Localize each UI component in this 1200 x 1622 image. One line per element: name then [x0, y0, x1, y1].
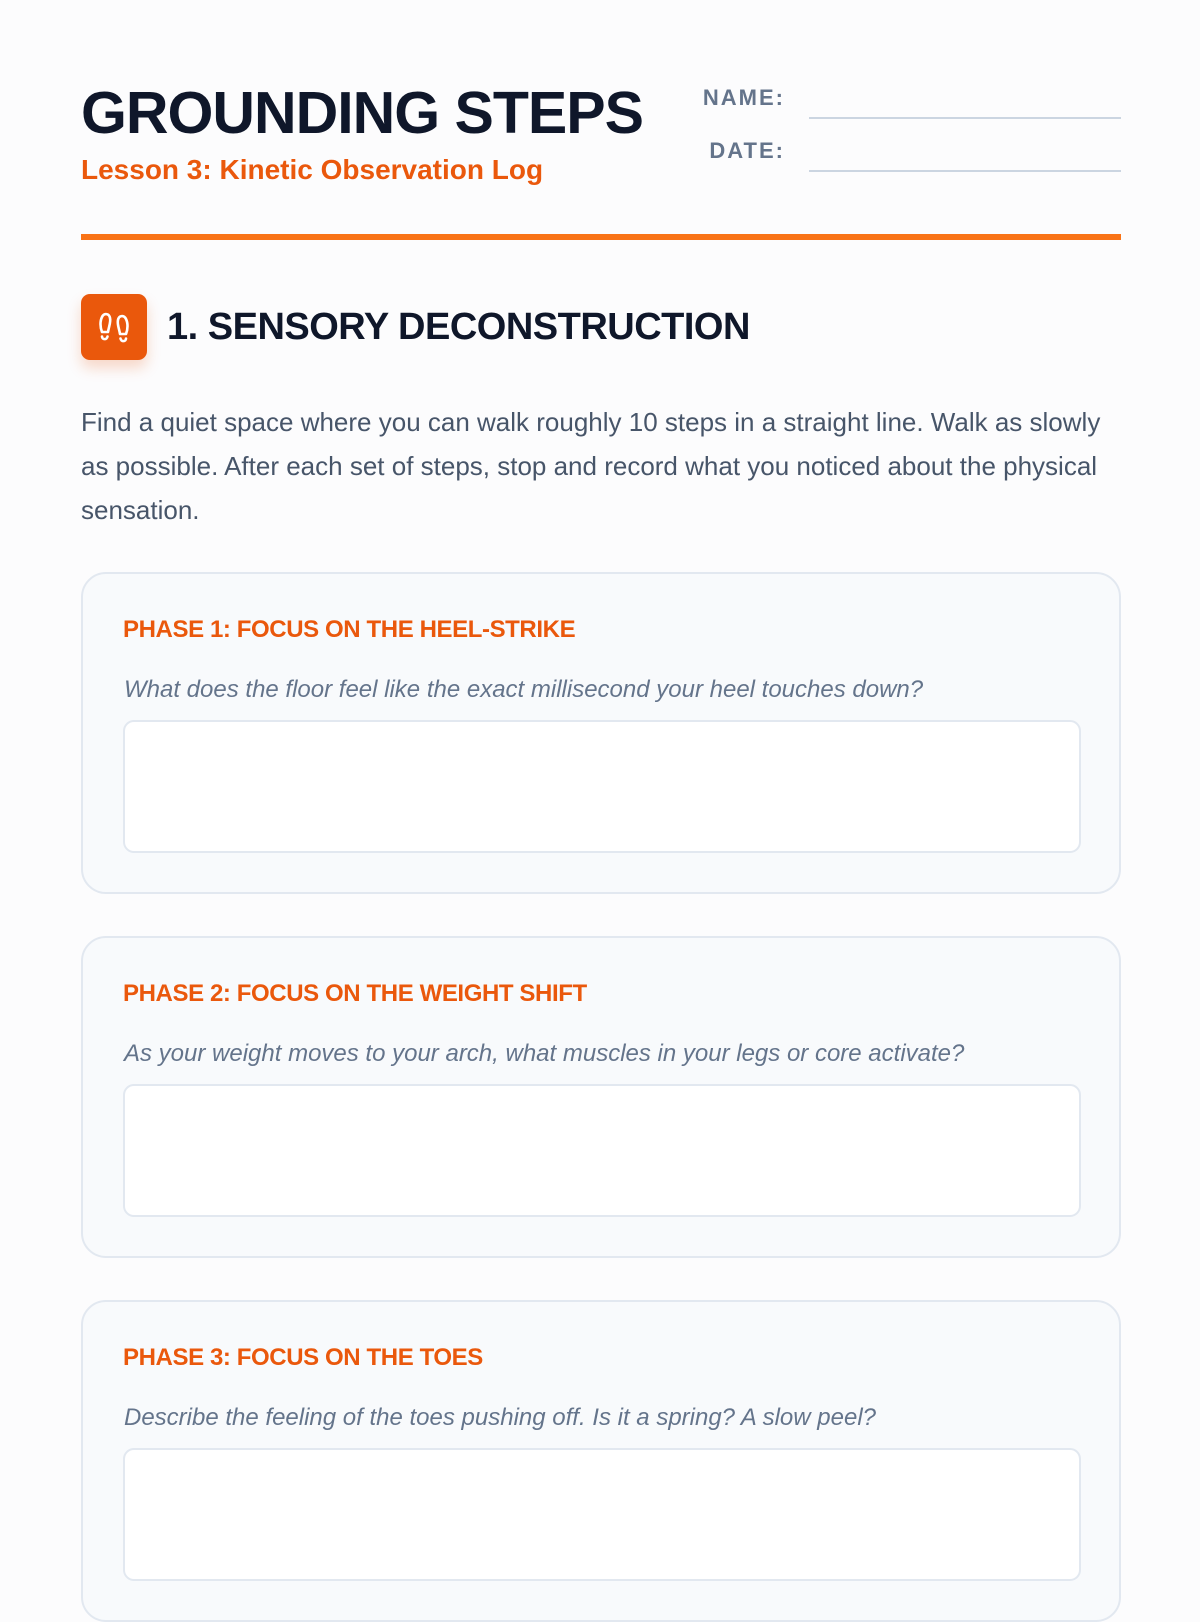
worksheet-header — [81, 0, 1121, 242]
footprints-icon — [81, 294, 147, 360]
phase-2-answer-field[interactable] — [123, 1084, 1081, 1217]
name-field[interactable] — [809, 117, 1121, 119]
name-field-row — [689, 82, 1121, 122]
phase-card — [81, 572, 1121, 894]
phase-prompt: As your weight moves to your arch, what muscles in your legs or core activate? — [124, 1040, 965, 1067]
phase-title: PHASE 3: FOCUS ON THE TOES — [123, 1344, 483, 1371]
section-heading — [81, 294, 1121, 360]
section-title: 1. SENSORY DECONSTRUCTION — [167, 306, 750, 348]
name-label: NAME: — [702, 85, 785, 110]
worksheet-title: GROUNDING STEPS — [81, 80, 643, 146]
phase-title: PHASE 2: FOCUS ON THE WEIGHT SHIFT — [123, 980, 587, 1007]
phase-prompt: Describe the feeling of the toes pushing off. Is it a spring? A slow peel? — [124, 1404, 876, 1431]
date-label: DATE: — [709, 138, 785, 163]
date-field[interactable] — [809, 170, 1121, 172]
date-field-row — [689, 135, 1121, 175]
phase-card — [81, 936, 1121, 1258]
phase-1-answer-field[interactable] — [123, 720, 1081, 853]
phase-title: PHASE 1: FOCUS ON THE HEEL-STRIKE — [123, 616, 576, 643]
header-divider — [81, 234, 1121, 240]
phase-3-answer-field[interactable] — [123, 1448, 1081, 1581]
phase-card — [81, 1300, 1121, 1622]
phase-prompt: What does the floor feel like the exact millisecond your heel touches down? — [124, 676, 924, 703]
worksheet-page — [81, 0, 1121, 1431]
lesson-subtitle: Lesson 3: Kinetic Observation Log — [81, 154, 544, 185]
section-instructions: Find a quiet space where you can walk roughly 10 steps in a straight line. Walk as slowly as possible. After each set of steps, stop and record what you noticed about the physical sensation. — [81, 407, 1101, 525]
